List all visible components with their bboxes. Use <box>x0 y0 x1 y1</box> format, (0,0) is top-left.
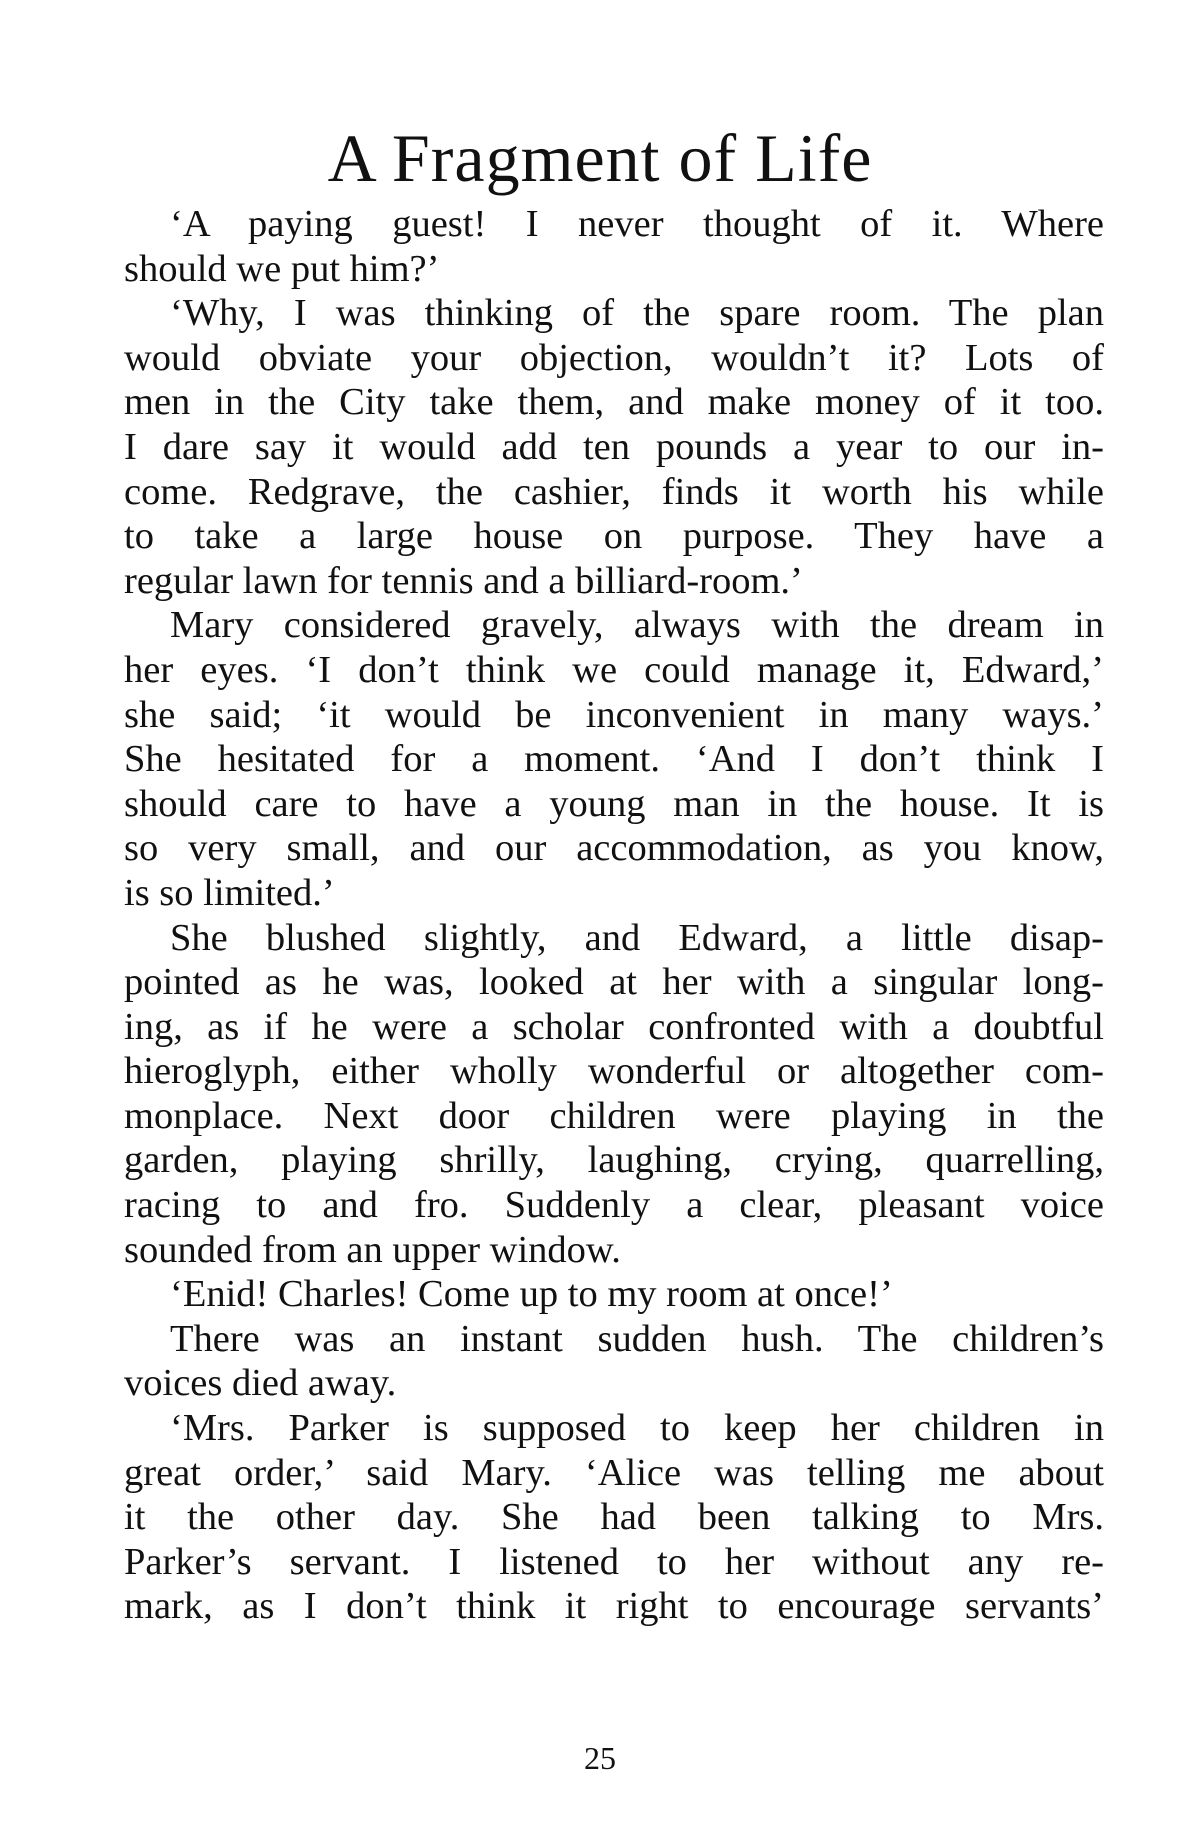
body-text <box>124 202 1104 1629</box>
text-line: ing, as if he were a scholar confronted with a doubtful <box>124 1005 1104 1048</box>
text-line: should we put him?’ <box>124 247 440 290</box>
text-line: voices died away. <box>124 1362 397 1405</box>
text-line: great order,’ said Mary. ‘Alice was telling me about <box>124 1451 1104 1494</box>
text-line: ‘Why, I was thinking of the spare room. The plan <box>170 292 1104 335</box>
text-line: I dare say it would add ten pounds a year to our in- <box>124 425 1104 468</box>
text-line: mark, as I don’t think it right to encourage servants’ <box>124 1585 1104 1628</box>
text-line: her eyes. ‘I don’t think we could manage it, Edward,’ <box>124 648 1104 691</box>
text-line: men in the City take them, and make money of it too. <box>124 381 1104 424</box>
text-line: Parker’s servant. I listened to her without any re- <box>124 1540 1104 1583</box>
text-line: She blushed slightly, and Edward, a little disap- <box>170 916 1104 959</box>
text-line: pointed as he was, looked at her with a singular long- <box>124 961 1104 1004</box>
text-line: monplace. Next door children were playing in the <box>124 1094 1104 1137</box>
text-line: She hesitated for a moment. ‘And I don’t think I <box>124 738 1104 781</box>
text-line: garden, playing shrilly, laughing, crying, quarrelling, <box>124 1139 1104 1182</box>
text-line: she said; ‘it would be inconvenient in many ways.’ <box>124 693 1104 736</box>
text-line: sounded from an upper window. <box>124 1228 621 1271</box>
text-line: ‘A paying guest! I never thought of it. Where <box>170 203 1104 245</box>
text-line: There was an instant sudden hush. The children’s <box>170 1317 1104 1360</box>
text-line: regular lawn for tennis and a billiard-room.’ <box>124 559 803 602</box>
page-number: 25 <box>584 1740 616 1776</box>
text-line: so very small, and our accommodation, as you know, <box>124 827 1104 870</box>
text-line: to take a large house on purpose. They have a <box>124 515 1104 558</box>
text-line: come. Redgrave, the cashier, finds it worth his while <box>124 470 1104 513</box>
text-line: racing to and fro. Suddenly a clear, pleasant voice <box>124 1184 1104 1227</box>
text-line: ‘Mrs. Parker is supposed to keep her children in <box>170 1407 1104 1450</box>
text-line: is so limited.’ <box>124 871 335 914</box>
text-line: ‘Enid! Charles! Come up to my room at once!’ <box>170 1273 893 1316</box>
text-line: should care to have a young man in the house. It is <box>124 782 1104 825</box>
text-line: Mary considered gravely, always with the dream in <box>170 604 1104 647</box>
text-line: would obviate your objection, wouldn’t it? Lots of <box>124 336 1104 379</box>
running-title: A Fragment of Life <box>327 120 873 196</box>
text-line: hieroglyph, either wholly wonderful or altogether com- <box>124 1050 1104 1093</box>
text-line: it the other day. She had been talking to Mrs. <box>124 1496 1104 1539</box>
